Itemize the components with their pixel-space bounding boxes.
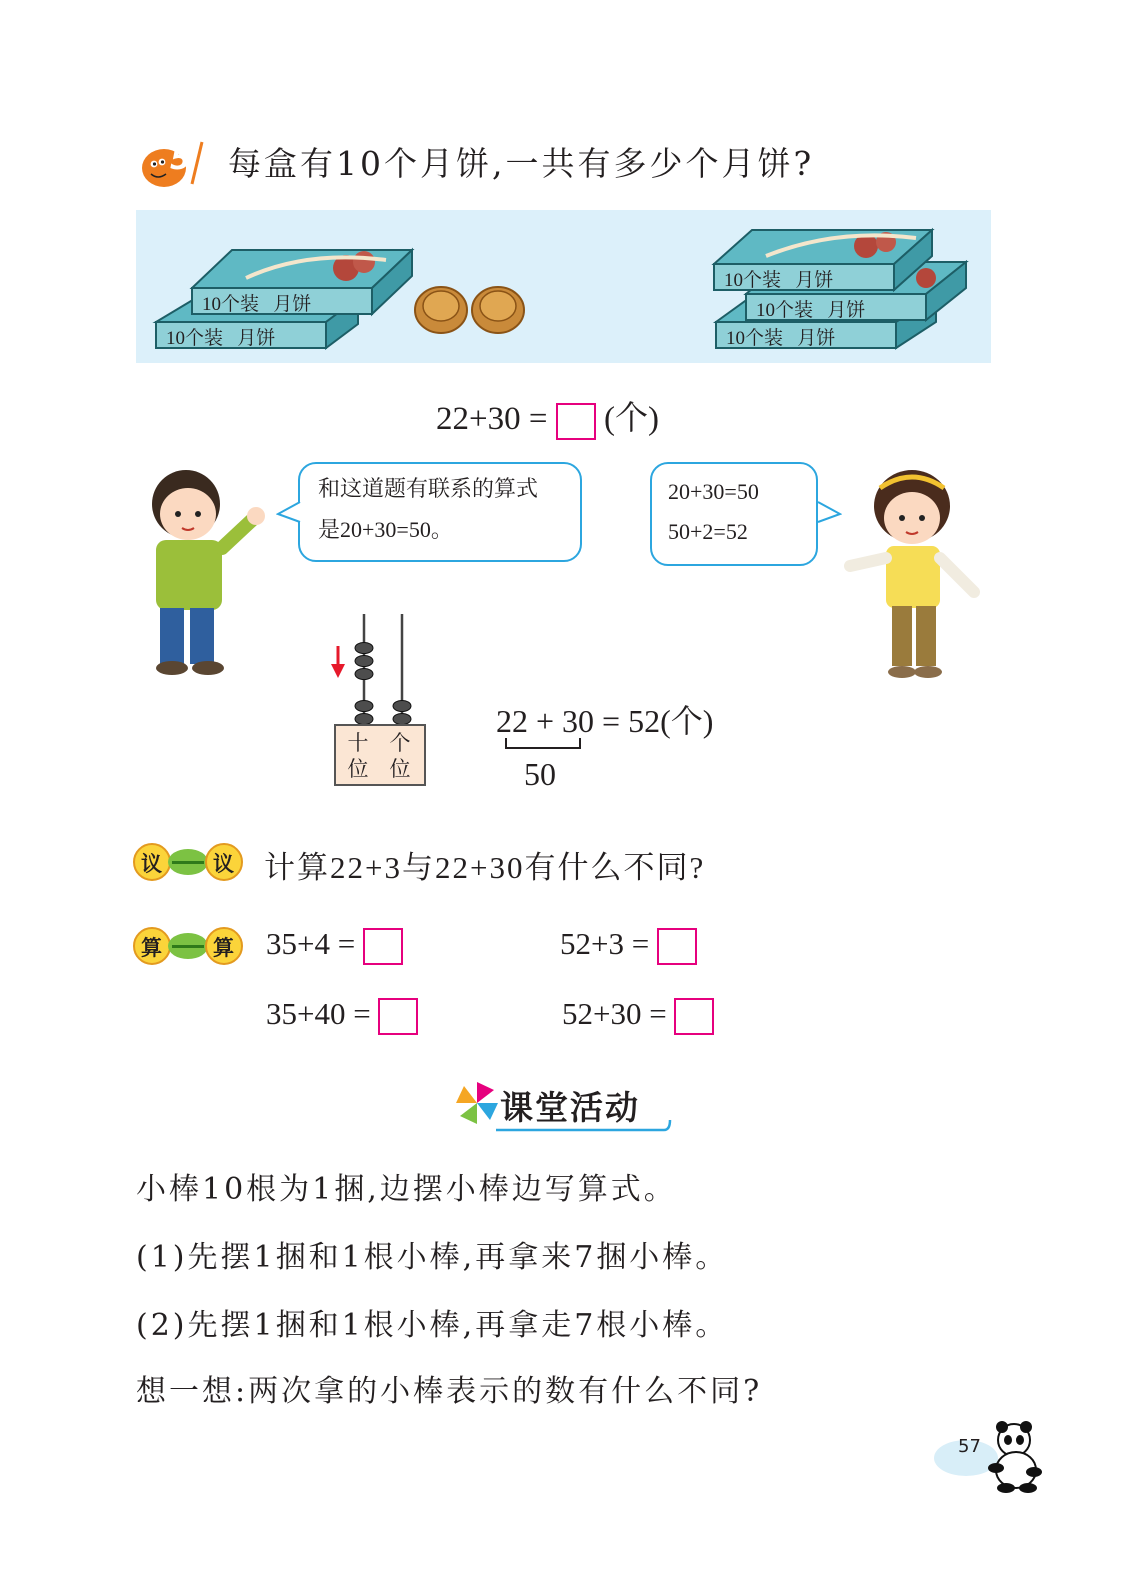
calc-item: 52+30 = [562, 996, 714, 1035]
activity-line: (2)先摆1捆和1根小棒,再拿走7根小棒。 [136, 1308, 729, 1343]
problem-number-badge [136, 138, 212, 188]
down-arrow-icon [328, 644, 348, 680]
main-equation-left: 22+30 = [436, 401, 548, 437]
box-label: 10个装 月饼 [756, 300, 866, 321]
mooncake-icon [472, 287, 524, 333]
box-label: 10个装 月饼 [726, 328, 836, 349]
bubble-tail-icon [276, 500, 302, 524]
main-equation [436, 392, 659, 440]
problem-question: 每盒有10个月饼,一共有多少个月饼? [228, 144, 815, 183]
bracket-icon [504, 736, 584, 750]
boy-speech-bubble [298, 462, 582, 562]
box-label: 10个装 月饼 [202, 294, 312, 315]
mooncake-icon [415, 287, 467, 333]
worked-equation: 22 + 30 = 52(个) [496, 703, 714, 739]
girl-illustration [836, 466, 996, 690]
page-number: 57 [958, 1436, 981, 1457]
partial-sum: 50 [524, 756, 556, 792]
activity-line: (1)先摆1捆和1根小棒,再拿来7捆小棒。 [136, 1240, 729, 1275]
answer-box[interactable] [556, 403, 596, 440]
calc-item: 52+3 = [560, 926, 697, 965]
panda-icon [930, 1418, 1050, 1498]
box-label: 10个装 月饼 [166, 328, 276, 349]
activity-title: 课堂活动 [500, 1088, 640, 1127]
boy-bubble-line2: 是20+30=50。 [318, 517, 453, 542]
answer-box[interactable] [378, 998, 418, 1035]
discuss-question: 计算22+3与22+30有什么不同? [264, 850, 706, 885]
boy-bubble-line1: 和这道题有联系的算式 [318, 477, 539, 502]
calc-item: 35+4 = [266, 926, 403, 965]
title-underline [494, 1112, 674, 1134]
activity-line: 想一想:两次拿的小棒表示的数有什么不同? [136, 1374, 763, 1409]
girl-bubble-line2: 50+2=52 [668, 519, 748, 544]
box-label: 10个装 月饼 [724, 270, 834, 291]
answer-box[interactable] [657, 928, 697, 965]
problem-number: 5 [170, 142, 191, 177]
discuss-tag: 议 议 [132, 842, 244, 882]
calculate-tag: 算 算 [132, 926, 244, 966]
ones-place-label: 个 位 [389, 731, 411, 781]
main-equation-unit: (个) [603, 401, 659, 437]
mooncake-illustration [136, 210, 991, 363]
girl-speech-bubble [650, 462, 818, 566]
answer-box[interactable] [363, 928, 403, 965]
tens-place-label: 十 位 [347, 731, 369, 781]
abacus-base [334, 724, 426, 786]
calc-item: 35+40 = [266, 996, 418, 1035]
answer-box[interactable] [674, 998, 714, 1035]
activity-line: 小棒10根为1捆,边摆小棒边写算式。 [136, 1172, 677, 1207]
girl-bubble-line1: 20+30=50 [668, 479, 759, 504]
boy-illustration [142, 468, 272, 687]
